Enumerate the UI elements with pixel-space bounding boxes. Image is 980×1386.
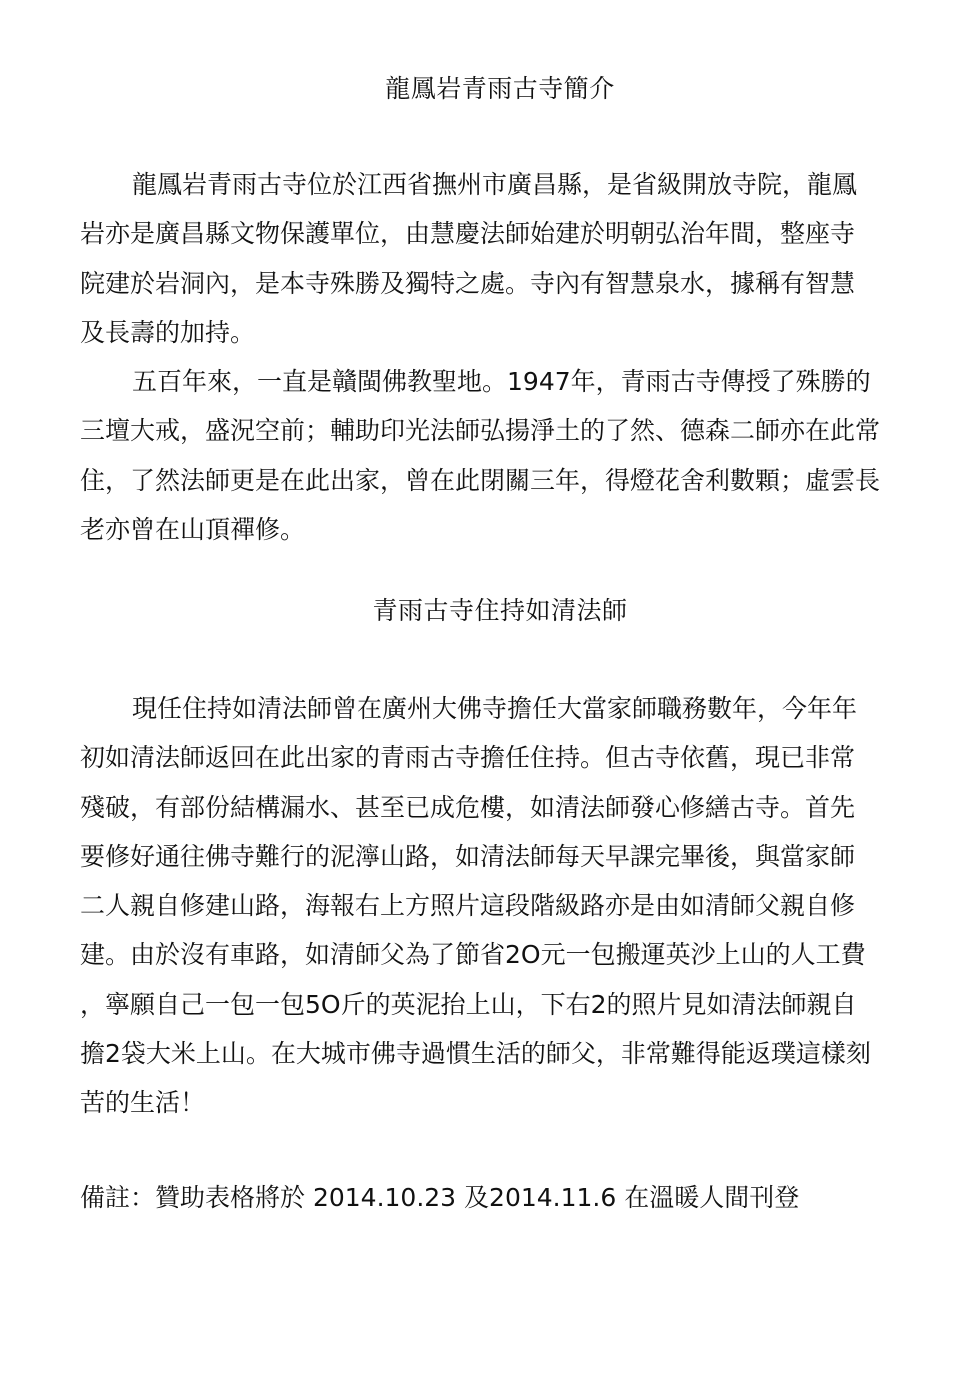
text-line: 現任住持如清法師曾在廣州大佛寺擔任大當家師職務數年，今年年: [132, 694, 858, 723]
text-line: 擔2袋大米上山。在大城市佛寺過慣生活的師父，非常難得能返璞這樣刻: [80, 1039, 871, 1069]
section2-body: [80, 684, 920, 1128]
text-line: 院建於岩洞內，是本寺殊勝及獨特之處。寺內有智慧泉水，據稱有智慧: [80, 268, 856, 298]
section1-paragraph-1: [80, 160, 920, 357]
text-line: 要修好通往佛寺難行的泥濘山路，如清法師每天早課完畢後，與當家師: [80, 841, 856, 871]
section2-paragraph-1: [80, 684, 920, 1128]
text-line: 初如清法師返回在此出家的青雨古寺擔任住持。但古寺依舊，現已非常: [80, 743, 856, 773]
section1-body: [80, 160, 920, 554]
text-line: 苦的生活！: [80, 1088, 206, 1118]
text-line: 建。由於沒有車路，如清師父為了節省2O元一包搬運英沙上山的人工費: [80, 940, 866, 970]
section1-title: 龍鳳岩青雨古寺簡介: [385, 74, 615, 103]
footnote: 備註：贊助表格將於 2014.10.23 及2014.11.6 在溫暖人間刊登: [80, 1183, 800, 1212]
text-line: 及長壽的加持。: [80, 317, 256, 347]
text-line: 五百年來，一直是贛閩佛教聖地。1947年，青雨古寺傳授了殊勝的: [132, 367, 871, 397]
text-line: 殘破，有部份結構漏水、甚至已成危樓，如清法師發心修繕古寺。首先: [80, 792, 856, 822]
text-line: 三壇大戒，盛況空前；輔助印光法師弘揚淨土的了然、德森二師亦在此常: [80, 416, 881, 446]
text-line: 老亦曾在山頂禪修。: [80, 515, 306, 545]
text-line: 二人親自修建山路，海報右上方照片這段階級路亦是由如清師父親自修: [80, 891, 856, 921]
text-line: 岩亦是廣昌縣文物保護單位，由慧慶法師始建於明朝弘治年間，整座寺: [80, 219, 856, 249]
section1-paragraph-2: [80, 357, 920, 554]
section2-title: 青雨古寺住持如清法師: [372, 596, 628, 625]
text-line: ，寧願自己一包一包5O斤的英泥抬上山，下右2的照片見如清法師親自: [80, 989, 857, 1019]
text-line: 龍鳳岩青雨古寺位於江西省撫州市廣昌縣，是省級開放寺院，龍鳳: [132, 170, 858, 199]
text-line: 住，了然法師更是在此出家，曾在此閉關三年，得燈花舍利數顆；虛雲長: [80, 465, 881, 495]
